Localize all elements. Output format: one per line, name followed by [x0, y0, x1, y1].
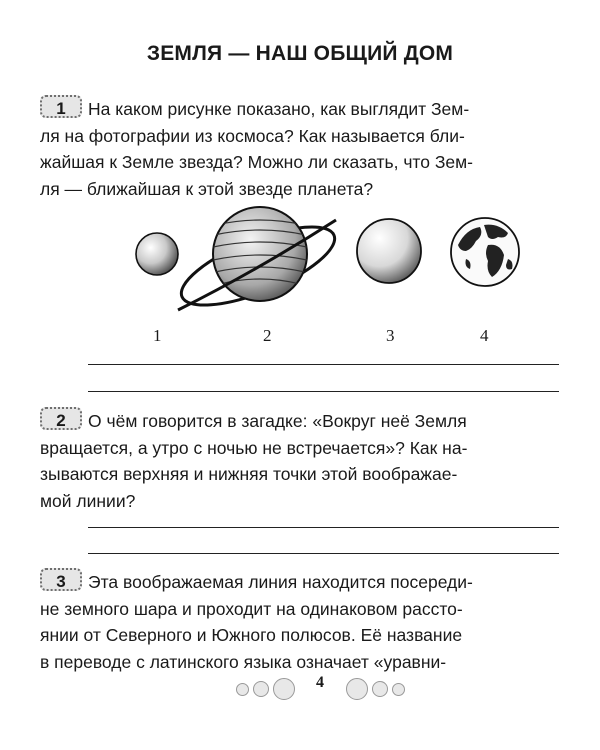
- decorative-dot-icon: [273, 678, 295, 700]
- answer-line[interactable]: [88, 553, 559, 554]
- planet-label-2: 2: [263, 326, 272, 345]
- task-3-line-4: в переводе с латинского языка означает «уравни-: [40, 651, 447, 672]
- task-2-line-1: О чём говорится в загадке: «Вокруг неё Земля: [88, 411, 467, 431]
- page-footer: [0, 672, 600, 702]
- decorative-dot-icon: [346, 678, 368, 700]
- page-title: ЗЕМЛЯ — НАШ ОБЩИЙ ДОМ: [146, 42, 454, 65]
- earth-icon: [448, 215, 522, 289]
- task-1-line-3: жайшая к Земле звезда? Можно ли сказать, что Зем-: [40, 152, 474, 172]
- ringed-planet-icon: [176, 200, 338, 316]
- task-number-badge-3: 3: [40, 568, 82, 591]
- answer-line[interactable]: [88, 527, 559, 528]
- task-3: [40, 568, 568, 675]
- task-3-line-1: Эта воображаемая линия находится посереди-: [88, 572, 473, 592]
- task-number-badge-1: 1: [40, 95, 82, 118]
- decorative-dot-icon: [372, 681, 388, 697]
- page-number: 4: [316, 674, 324, 691]
- task-1: [40, 95, 568, 202]
- task-1-line-4: ля — ближайшая к этой звезде планета?: [40, 178, 374, 199]
- decorative-dot-icon: [236, 683, 249, 696]
- decorative-dot-icon: [392, 683, 405, 696]
- planet-label-1: 1: [153, 326, 162, 345]
- task-1-line-2: ля на фотографии из космоса? Как называется бли-: [40, 125, 465, 146]
- decorative-dot-icon: [253, 681, 269, 697]
- task-3-line-3: янии от Северного и Южного полюсов. Её название: [40, 625, 463, 645]
- task-3-line-2: не земного шара и проходит на одинаковом рассто-: [40, 598, 463, 619]
- task-2-line-4: мой линии?: [40, 490, 136, 511]
- planet-label-4: 4: [480, 326, 489, 345]
- answer-line[interactable]: [88, 391, 559, 392]
- task-2-line-2: вращается, а утро с ночью не встречается»? Как на-: [40, 437, 468, 458]
- task-1-line-1: На каком рисунке показано, как выглядит Зем-: [88, 99, 470, 119]
- task-2-line-3: зываются верхняя и нижняя точки этой воображае-: [40, 464, 458, 484]
- answer-line[interactable]: [88, 364, 559, 365]
- shaded-planet-icon: [354, 216, 424, 286]
- task-2: [40, 407, 568, 514]
- small-planet-icon: [133, 230, 181, 278]
- planet-label-3: 3: [386, 326, 395, 345]
- task-number-badge-2: 2: [40, 407, 82, 430]
